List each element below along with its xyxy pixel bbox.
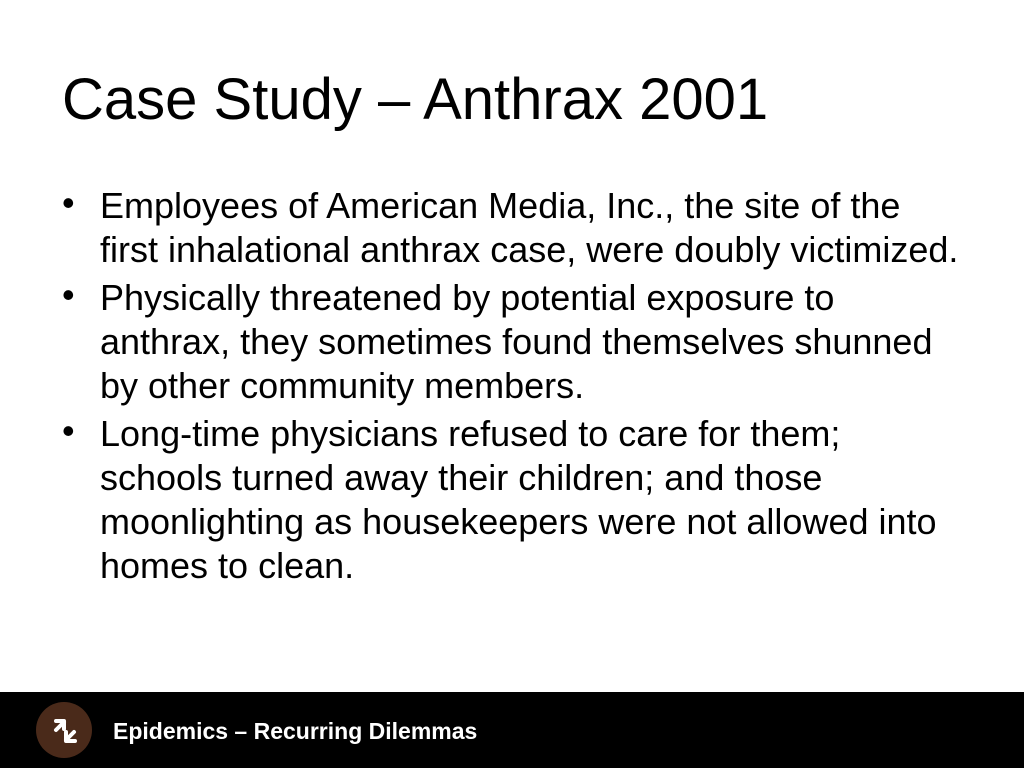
bullet-text: Long-time physicians refused to care for them; schools turned away their children; and those moonlighting as housekeepers were not allowed into homes to clean.: [100, 413, 937, 586]
bullet-list: [62, 184, 962, 592]
footer-title: Epidemics – Recurring Dilemmas: [113, 718, 478, 744]
bullet-icon: •: [62, 410, 75, 451]
bullet-icon: •: [62, 182, 75, 223]
bullet-item: [62, 276, 962, 408]
bullet-text: Employees of American Media, Inc., the site of the first inhalational anthrax case, were doubly victimized.: [100, 185, 959, 270]
slide-title: Case Study – Anthrax 2001: [62, 67, 769, 132]
bullet-item: [62, 184, 962, 272]
footer-bar: [0, 692, 1024, 768]
arrows-icon: [36, 702, 92, 758]
bullet-icon: •: [62, 274, 75, 315]
bullet-item: [62, 412, 962, 588]
bullet-text: Physically threatened by potential exposure to anthrax, they sometimes found themselves shunned by other community members.: [100, 277, 933, 406]
